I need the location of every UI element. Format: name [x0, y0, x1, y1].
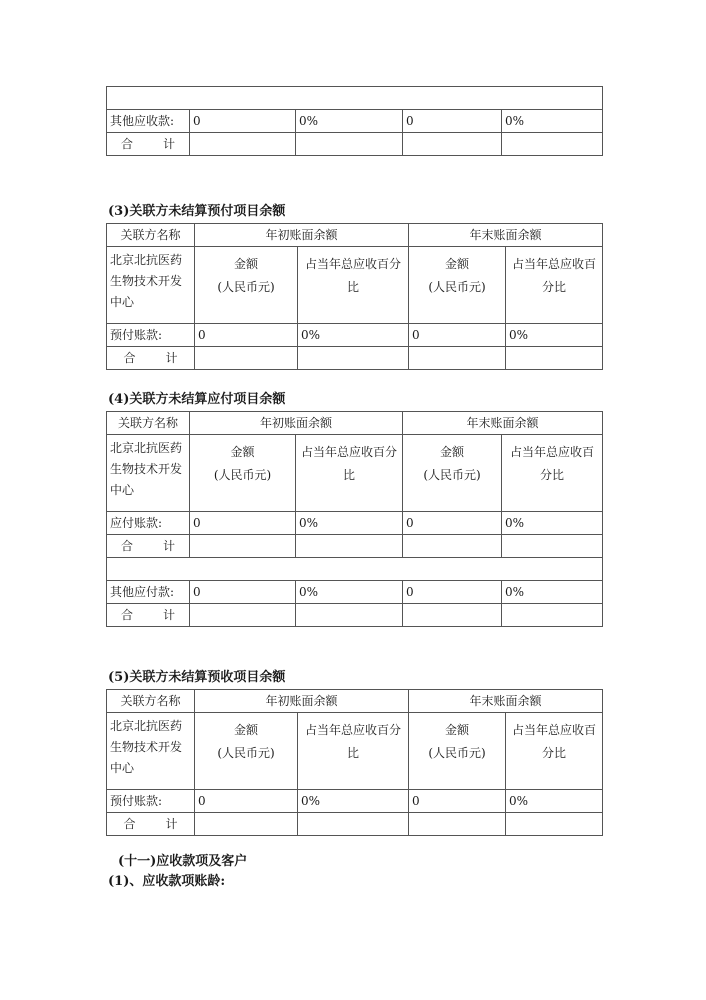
table-advance-receipts — [106, 689, 603, 836]
amount-unit: (人民币元) — [217, 280, 275, 294]
total-char-1: 合 — [123, 817, 136, 831]
col-begin-header: 年初账面余额 — [190, 412, 403, 435]
table-payable — [106, 411, 603, 627]
begin-amount-header — [190, 435, 296, 512]
begin-amount-header — [195, 247, 298, 324]
end-ratio-header: 占当年总应收百分比 — [502, 435, 603, 512]
col-party-header: 关联方名称 — [107, 224, 195, 247]
end-amount-header — [409, 247, 506, 324]
row-label: 应付账款: — [107, 512, 190, 535]
blank-row — [107, 87, 603, 110]
begin-amount-header — [195, 713, 298, 790]
total-char-1: 合 — [120, 608, 133, 622]
cell-end-ratio: 0% — [506, 324, 603, 347]
cell-begin-amount: 0 — [190, 110, 296, 133]
begin-ratio-header: 占当年总应收百分比 — [296, 435, 403, 512]
cell-end-ratio: 0% — [506, 790, 603, 813]
amount-label: 金额 — [233, 723, 258, 737]
row-label: 其他应收款: — [107, 110, 190, 133]
party-name: 北京北抗医药生物技术开发中心 — [107, 435, 190, 512]
cell-begin-amount: 0 — [190, 581, 296, 604]
cell-end-amount: 0 — [403, 581, 502, 604]
section3-title: (3)关联方未结算预付项目余额 — [108, 204, 286, 219]
amount-unit: (人民币元) — [428, 280, 486, 294]
cell-begin-amount: 0 — [195, 790, 298, 813]
table-prepaid — [106, 223, 603, 370]
total-char-1: 合 — [123, 351, 136, 365]
section5-title: (5)关联方未结算预收项目余额 — [108, 670, 286, 685]
amount-unit: (人民币元) — [217, 746, 275, 760]
section4-title: (4)关联方未结算应付项目余额 — [108, 392, 286, 407]
cell-end-ratio: 0% — [502, 581, 603, 604]
col-end-header: 年末账面余额 — [409, 690, 603, 713]
col-begin-header: 年初账面余额 — [195, 690, 409, 713]
amount-label: 金额 — [440, 445, 465, 459]
row-label: 预付账款: — [107, 324, 195, 347]
begin-ratio-header: 占当年总应收百分比 — [298, 713, 409, 790]
cell-end-ratio: 0% — [502, 110, 603, 133]
total-char-2: 计 — [163, 539, 176, 553]
total-label — [107, 535, 190, 558]
amount-unit: (人民币元) — [423, 468, 481, 482]
section11-title: (十一)应收款项及客户 — [118, 854, 248, 869]
cell-begin-ratio: 0% — [296, 110, 403, 133]
table-other-receivables — [106, 86, 603, 156]
begin-ratio-header: 占当年总应收百分比 — [298, 247, 409, 324]
end-ratio-header: 占当年总应收百分比 — [506, 713, 603, 790]
end-amount-header — [409, 713, 506, 790]
cell-end-amount: 0 — [409, 324, 506, 347]
total-label — [107, 133, 190, 156]
cell-begin-ratio: 0% — [298, 790, 409, 813]
amount-unit: (人民币元) — [213, 468, 272, 482]
cell-begin-amount: 0 — [195, 324, 298, 347]
col-party-header: 关联方名称 — [107, 690, 195, 713]
amount-label: 金额 — [233, 257, 258, 271]
cell-begin-ratio: 0% — [296, 512, 403, 535]
cell-begin-amount: 0 — [190, 512, 296, 535]
col-party-header: 关联方名称 — [107, 412, 190, 435]
total-char-2: 计 — [165, 351, 178, 365]
cell-end-amount: 0 — [403, 512, 502, 535]
cell-begin-ratio: 0% — [298, 324, 409, 347]
total-char-2: 计 — [165, 817, 178, 831]
cell-begin-ratio: 0% — [296, 581, 403, 604]
end-amount-header — [403, 435, 502, 512]
amount-label: 金额 — [445, 257, 470, 271]
end-ratio-header: 占当年总应收百分比 — [506, 247, 603, 324]
total-char-1: 合 — [120, 137, 133, 151]
blank-row — [107, 558, 603, 581]
party-name: 北京北抗医药生物技术开发中心 — [107, 713, 195, 790]
total-label — [107, 813, 195, 836]
amount-unit: (人民币元) — [428, 746, 486, 760]
row-label: 预付账款: — [107, 790, 195, 813]
cell-end-ratio: 0% — [502, 512, 603, 535]
total-char-2: 计 — [163, 137, 176, 151]
amount-label: 金额 — [445, 723, 470, 737]
section11-subtitle: (1)、应收款项账龄: — [108, 874, 226, 889]
total-char-1: 合 — [120, 539, 133, 553]
party-name: 北京北抗医药生物技术开发中心 — [107, 247, 195, 324]
amount-label: 金额 — [230, 445, 255, 459]
total-label — [107, 347, 195, 370]
total2-label — [107, 604, 190, 627]
col-end-header: 年末账面余额 — [403, 412, 603, 435]
col-end-header: 年末账面余额 — [409, 224, 603, 247]
col-begin-header: 年初账面余额 — [195, 224, 409, 247]
row2-label: 其他应付款: — [107, 581, 190, 604]
cell-end-amount: 0 — [409, 790, 506, 813]
cell-end-amount: 0 — [403, 110, 502, 133]
total-char-2: 计 — [163, 608, 176, 622]
